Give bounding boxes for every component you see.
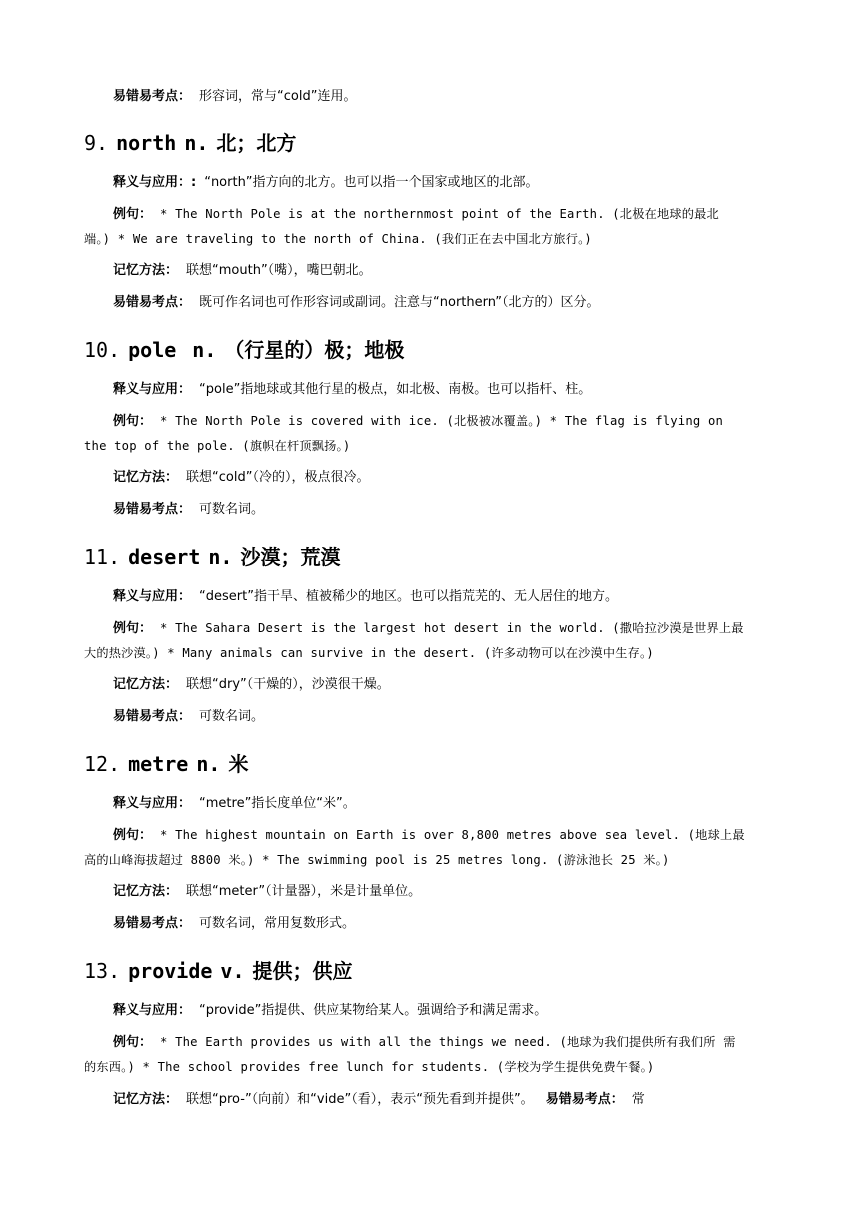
example-label: 例句： xyxy=(113,828,153,843)
memory-label: 记忆方法： xyxy=(113,677,179,692)
example-text: * The Sahara Desert is the largest hot desert in the world. (撒哈拉沙漠是世界上最 xyxy=(160,621,744,635)
memory-label: 记忆方法： xyxy=(113,884,179,899)
entry-word: pole xyxy=(128,338,177,362)
example-line-continued xyxy=(84,227,786,252)
memory-line xyxy=(113,465,786,490)
entry-chinese: 提供；供应 xyxy=(252,959,353,983)
memory-line xyxy=(113,1087,786,1112)
meaning-label: 释义与应用： xyxy=(113,382,192,397)
memory-line xyxy=(113,258,786,283)
example-line xyxy=(113,823,786,848)
entry-number: 13. xyxy=(84,959,121,983)
pitfall-label: 易错易考点： xyxy=(113,709,192,724)
example-line xyxy=(113,616,786,641)
example-line xyxy=(113,409,786,434)
entry-number: 10. xyxy=(84,338,121,362)
entry-heading xyxy=(84,956,353,986)
example-text: 高的山峰海拔超过 8800 米。) * The swimming pool is 25 metres long. (游泳池长 25 米。) xyxy=(84,853,670,867)
example-line-continued xyxy=(84,434,786,459)
entry-heading xyxy=(84,335,404,365)
pitfall-line xyxy=(113,704,786,729)
memory-text: 联想“dry”（干燥的），沙漠很干燥。 xyxy=(186,677,390,692)
example-text: 大的热沙漠。) * Many animals can survive in the desert. (许多动物可以在沙漠中生存。) xyxy=(84,646,654,660)
entry-heading xyxy=(84,128,296,158)
meaning-text: “provide”指提供、供应某物给某人。强调给予和满足需求。 xyxy=(199,1003,548,1018)
meaning-line xyxy=(113,791,786,816)
entry-pos: n. xyxy=(192,338,217,362)
entry-word: metre xyxy=(128,752,189,776)
pitfall-text: 常 xyxy=(631,1092,645,1107)
meaning-text: “pole”指地球或其他行星的极点，如北极、南极。也可以指杆、柱。 xyxy=(199,382,592,397)
meaning-label: 释义与应用： xyxy=(113,1003,192,1018)
memory-text: 联想“pro-”（向前）和“vide”（看），表示“预先看到并提供”。 xyxy=(186,1092,534,1107)
memory-line xyxy=(113,672,786,697)
pitfall-line xyxy=(113,911,786,936)
entry-pos: v. xyxy=(220,959,245,983)
example-label: 例句： xyxy=(113,621,153,636)
entry-word: provide xyxy=(128,959,213,983)
meaning-label: 释义与应用： xyxy=(113,589,192,604)
entry-chinese: 北；北方 xyxy=(216,131,297,155)
pitfall-label: 易错易考点： xyxy=(113,89,192,104)
entry-word: desert xyxy=(128,545,201,569)
example-text: * The North Pole is at the northernmost point of the Earth. (北极在地球的最北 xyxy=(160,207,719,221)
pitfall-text: 可数名词，常用复数形式。 xyxy=(199,916,356,931)
pitfall-line xyxy=(113,497,786,522)
meaning-label: 释义与应用： xyxy=(113,796,192,811)
example-line-continued xyxy=(84,848,786,873)
pitfall-text: 既可作名词也可作形容词或副词。注意与“northern”（北方的）区分。 xyxy=(199,295,600,310)
example-text: * The highest mountain on Earth is over 8,800 metres above sea level. (地球上最 xyxy=(160,828,745,842)
entry-number: 11. xyxy=(84,545,121,569)
entry-pos: n. xyxy=(196,752,221,776)
meaning-line xyxy=(113,998,786,1023)
pitfall-line xyxy=(113,290,786,315)
example-text: * The Earth provides us with all the things we need. (地球为我们提供所有我们所 需 xyxy=(160,1035,736,1049)
example-label: 例句： xyxy=(113,1035,153,1050)
entry-chinese: 沙漠；荒漠 xyxy=(240,545,341,569)
example-text: * The North Pole is covered with ice. (北极被冰覆盖。) * The flag is flying on xyxy=(160,414,724,428)
entry-number: 12. xyxy=(84,752,121,776)
pitfall-text: 可数名词。 xyxy=(199,502,265,517)
example-text: 的东西。) * The school provides free lunch for students. (学校为学生提供免费午餐。) xyxy=(84,1060,655,1074)
entry-chinese: 米 xyxy=(228,752,249,776)
memory-text: 联想“mouth”（嘴），嘴巴朝北。 xyxy=(186,263,372,278)
entry-heading xyxy=(84,542,340,572)
example-line xyxy=(113,202,786,227)
memory-text: 联想“meter”（计量器），米是计量单位。 xyxy=(186,884,422,899)
meaning-text: “metre”指长度单位“米”。 xyxy=(199,796,356,811)
pitfall-text: 可数名词。 xyxy=(199,709,265,724)
example-line-continued xyxy=(84,641,786,666)
meaning-line xyxy=(113,584,786,609)
pitfall-label: 易错易考点： xyxy=(113,502,192,517)
pitfall-label: 易错易考点： xyxy=(545,1092,624,1107)
memory-label: 记忆方法： xyxy=(113,470,179,485)
entry-heading xyxy=(84,749,248,779)
entry-chinese: （行星的）极；地极 xyxy=(224,338,405,362)
entry-number: 9. xyxy=(84,131,109,155)
example-label: 例句： xyxy=(113,207,153,222)
meaning-label: 释义与应用：: xyxy=(113,175,197,190)
example-line-continued xyxy=(84,1055,786,1080)
entry-pos: n. xyxy=(208,545,233,569)
entry-pos: n. xyxy=(184,131,209,155)
pitfall-line xyxy=(113,84,786,109)
example-line xyxy=(113,1030,786,1055)
example-text: 端。) * We are traveling to the north of China. (我们正在去中国北方旅行。) xyxy=(84,232,592,246)
memory-text: 联想“cold”（冷的），极点很冷。 xyxy=(186,470,370,485)
meaning-line xyxy=(113,377,786,402)
meaning-line xyxy=(113,170,786,195)
entry-word: north xyxy=(116,131,177,155)
memory-label: 记忆方法： xyxy=(113,263,179,278)
meaning-text: “desert”指干旱、植被稀少的地区。也可以指荒芜的、无人居住的地方。 xyxy=(199,589,618,604)
memory-label: 记忆方法： xyxy=(113,1092,179,1107)
pitfall-label: 易错易考点： xyxy=(113,295,192,310)
example-label: 例句： xyxy=(113,414,153,429)
example-text: the top of the pole. (旗帜在杆顶飘扬。) xyxy=(84,439,351,453)
pitfall-label: 易错易考点： xyxy=(113,916,192,931)
meaning-text: “north”指方向的北方。也可以指一个国家或地区的北部。 xyxy=(204,175,539,190)
memory-line xyxy=(113,879,786,904)
pitfall-text: 形容词，常与“cold”连用。 xyxy=(199,89,357,104)
